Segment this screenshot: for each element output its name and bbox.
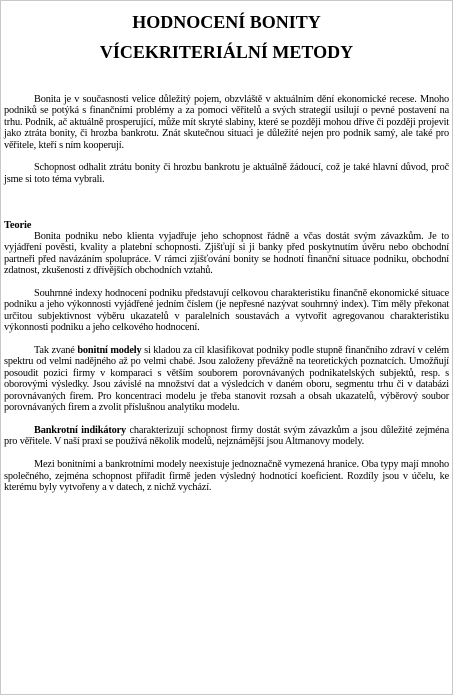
theory-p3-post: si kladou za cíl klasifikovat podniky podle stupně finančního zdraví v celém spektru od velmi nadějného až po velmi chabé. Jsou založeny převážně na teoretických poznatcích. Umožňují posoudit pozici firmy v komparaci s větším souborem porovnávaných podnikatelských subjektů, resp. s oborovými výsledky. Jsou závislé na množství dat a výsledcích v daném oboru, segmentu trhu či v databázi porovnávaných firem. Pro koncentraci modelu je třeba stanovit rozsah a obsah ukazatelů, výběrový soubor porovnávaných firem a zvolit příslušnou analytiku modelu. bbox=[4, 345, 449, 414]
theory-p3-pre: Tak zvané bbox=[34, 345, 78, 357]
section-gap bbox=[4, 197, 449, 220]
title-block bbox=[4, 7, 449, 67]
theory-paragraph-1: Bonita podniku nebo klienta vyjadřuje jeho schopnost řádně a včas dostát svým závazkům. Je to vyjádření pověsti, kvality a platební schopnosti. Zjišťují si ji banky před poskytnutím úvěru nebo obchodní partneři před navázáním spolupráce. V rámci zjišťování bonity se hodnotí finanční situace podniku, obchodní zdatnost, zkušenosti z dřívějších obchodních vztahů. bbox=[4, 231, 449, 277]
theory-paragraph-2: Souhrnné indexy hodnocení podniku představují celkovou charakteristiku finančně ekonomické situace podniku a jeho výkonnosti vyjádřené jedním číslem (je nepřesné nazývat souhrnný index). Tím měly překonat určitou subjektivnost výběru ukazatelů v paralelních soustavách a vytvořit agregovanou charakteristiku výkonnosti podniku a jeho celkového hodnocení. bbox=[4, 288, 449, 334]
title-line-2: VÍCEKRITERIÁLNÍ METODY bbox=[99, 42, 354, 62]
bankrotni-indikatory-term: Bankrotní indikátory bbox=[34, 424, 127, 436]
theory-paragraph-4 bbox=[4, 425, 449, 448]
document-content bbox=[4, 7, 449, 505]
title-line-1: HODNOCENÍ BONITY bbox=[132, 12, 321, 32]
theory-paragraph-5: Mezi bonitními a bankrotními modely neexistuje jednoznačně vymezená hranice. Oba typy mají mnoho společného, zejména schopnost přiřadit firmě jeden výsledný hodnotící koeficient. Rozdíly jsou v účelu, ke kterému byly vytvořeny a v datech, z nichž vychází. bbox=[4, 459, 449, 493]
theory-p4-post: charakterizují schopnost firmy dostát svým závazkům a jsou důležité zejména pro věřitele. V naší praxi se používá několik modelů, nejznámější jsou Altmanovy modely. bbox=[4, 424, 449, 448]
intro-paragraph-1: Bonita je v současnosti velice důležitý pojem, obzvláště v aktuálním dění ekonomické recese. Mnoho podniků se potýká s finančními problémy a za pomoci věřitelů a svých strategií usilují o pevné postavení na trhu. Podnik, ač aktuálně prosperující, může mít skryté slabiny, které se později mohou dříve či později projevit jako ztráta bonity, či hrozba bankrotu. Znát skutečnou situaci je důležité nejen pro podnik samý, ale také pro věřitele, kteří s ním kooperují. bbox=[4, 94, 449, 151]
section-heading-teorie: Teorie bbox=[4, 219, 32, 231]
bonitni-modely-term: bonitní modely bbox=[77, 345, 142, 357]
theory-paragraph-3 bbox=[4, 345, 449, 413]
intro-paragraph-2: Schopnost odhalit ztrátu bonity či hrozbu bankrotu je aktuálně žádoucí, což je také hlavní důvod, proč jsme si toto téma vybrali. bbox=[4, 162, 449, 185]
